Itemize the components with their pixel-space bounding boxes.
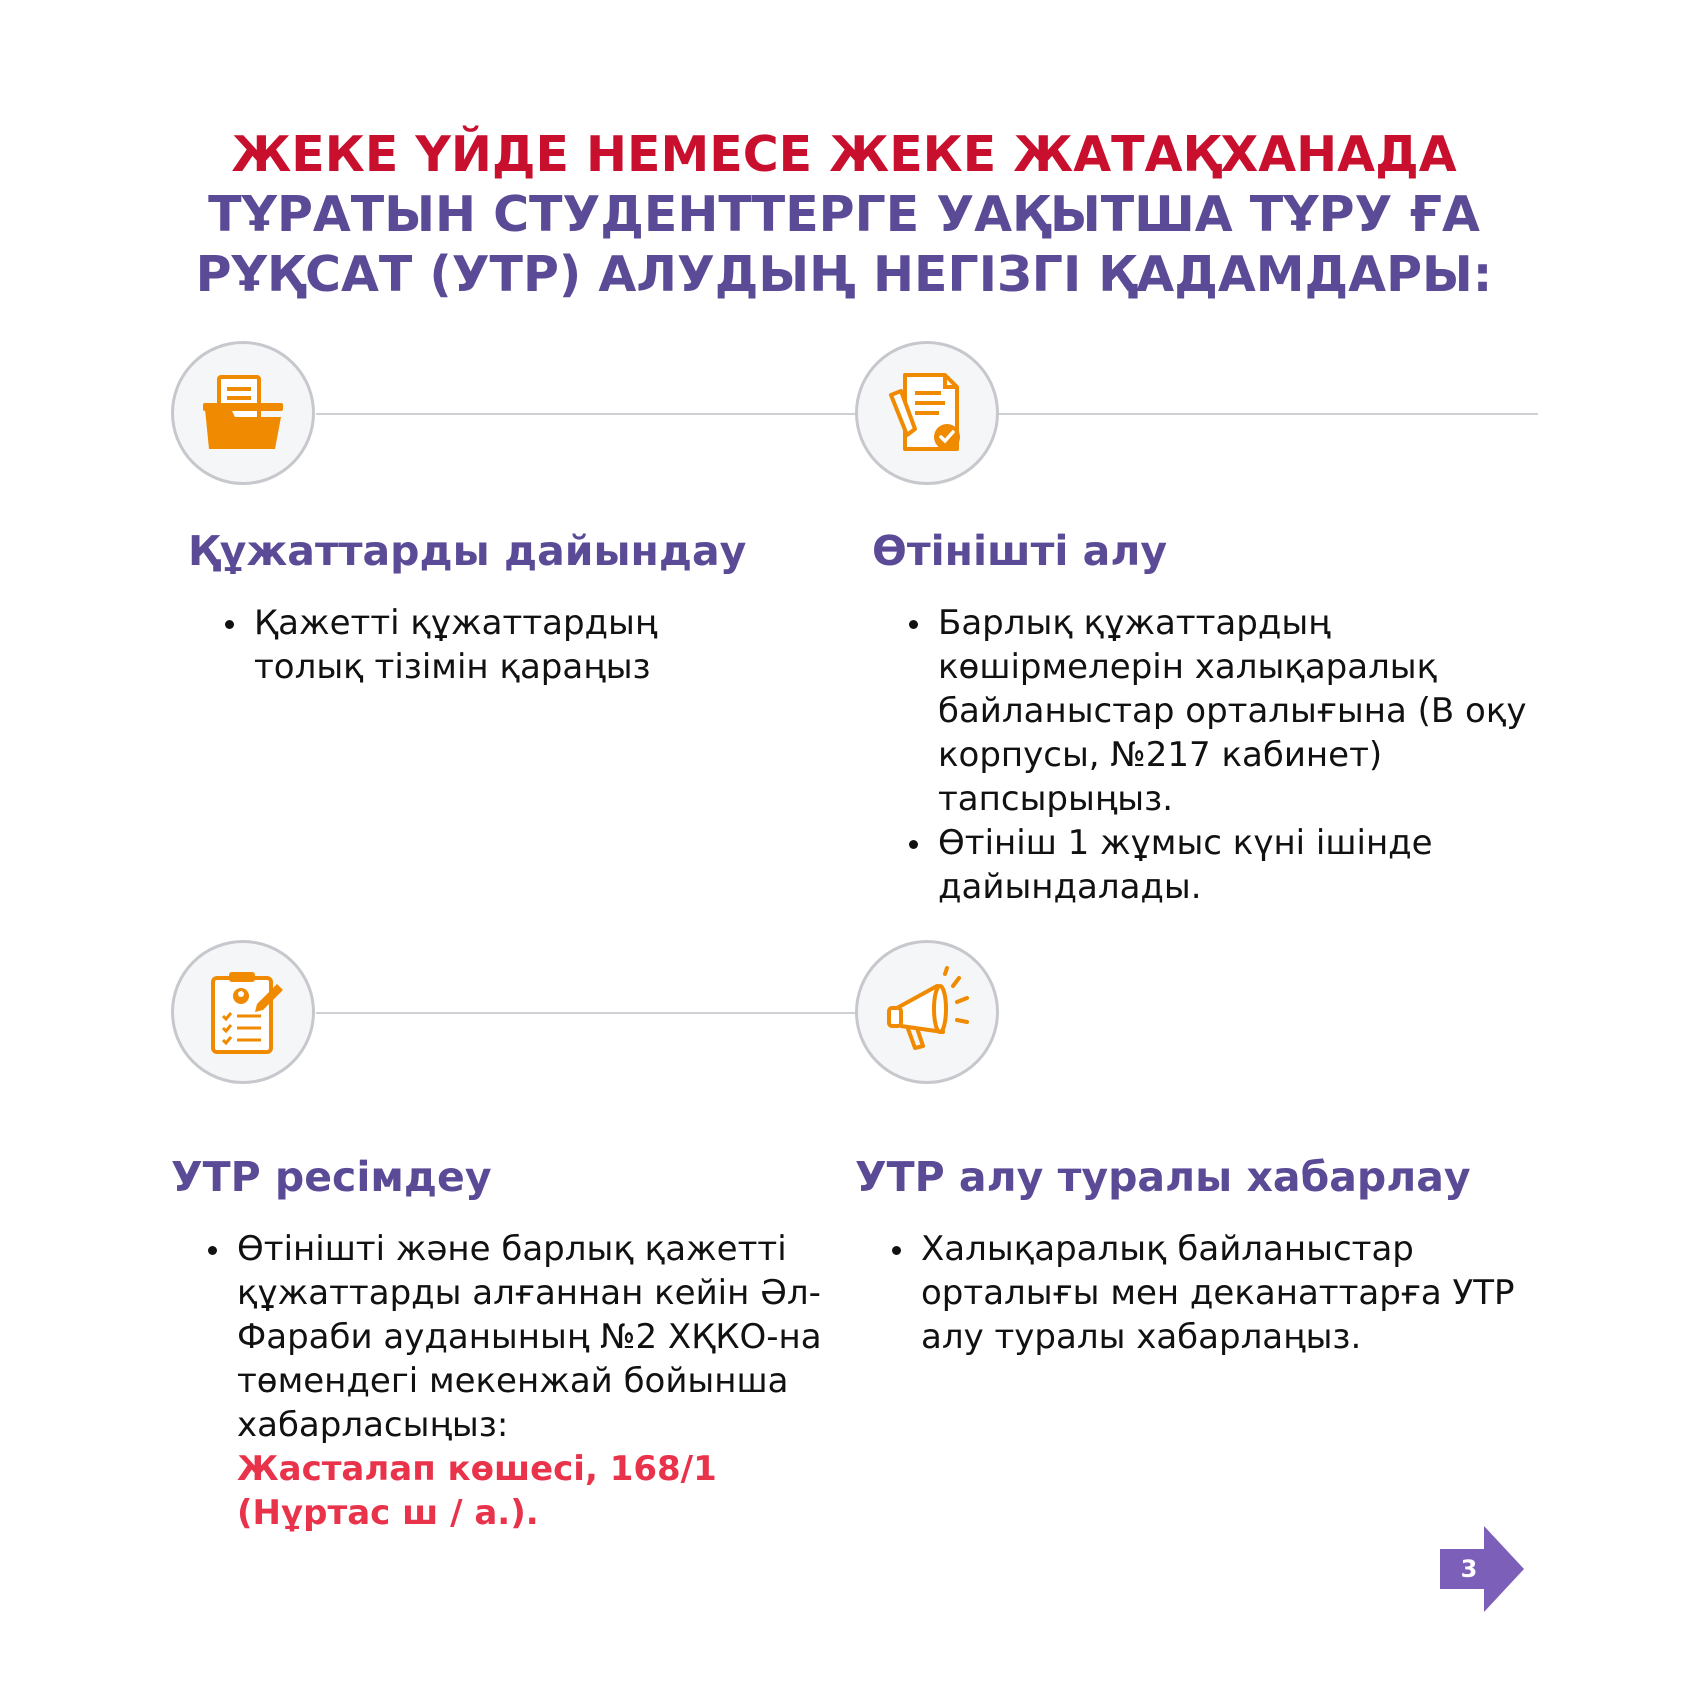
list-item: • Қажетті құжаттардың толық тізімін қараңыз <box>250 601 720 689</box>
address-text: Жасталап көшесі, 168/1 (Нұртас ш / а.). <box>237 1449 717 1533</box>
step-1-bullets <box>214 601 720 689</box>
step-3-bullets <box>197 1227 853 1535</box>
list-item: • Халықаралық байланыстар орталығы мен деканаттарға УТР алу туралы хабарлаңыз. <box>917 1227 1537 1359</box>
page-number: 3 <box>1460 1555 1478 1583</box>
list-item <box>233 1227 853 1535</box>
page-title <box>100 125 1588 305</box>
step-3-title: УТР ресімдеу <box>171 1153 492 1201</box>
step-2-title: Өтінішті алу <box>872 527 1168 575</box>
step-2-bullets <box>898 601 1554 909</box>
approved-document-icon <box>855 341 999 485</box>
step-4-bullets <box>881 1227 1537 1359</box>
megaphone-icon <box>855 940 999 1084</box>
folder-documents-icon <box>171 341 315 485</box>
step-1-title: Құжаттарды дайындау <box>188 527 747 575</box>
connector-line-bottom <box>316 1012 856 1014</box>
step-3-bullet-text: Өтінішті және барлық қажетті құжаттарды алғаннан кейін Әл-Фараби ауданының №2 ХҚКО-на төмендегі мекенжай бойынша хабарласыңыз: <box>237 1229 822 1445</box>
list-item: • Өтініш 1 жұмыс күні ішінде дайындалады. <box>934 821 1554 909</box>
list-item: • Барлық құжаттардың көшірмелерін халықаралық байланыстар орталығына (В оқу корпусы, №217 кабинет) тапсырыңыз. <box>934 601 1554 821</box>
title-highlight: ЖЕКЕ ҮЙДЕ НЕМЕСЕ ЖЕКЕ ЖАТАҚХАНАДА <box>231 126 1457 183</box>
title-rest: ТҰРАТЫН СТУДЕНТТЕРГЕ УАҚЫТША ТҰРУ ҒА РҰҚСАТ (УТР) АЛУДЫҢ НЕГІЗГІ ҚАДАМДАРЫ: <box>195 186 1493 303</box>
clipboard-checklist-icon <box>171 940 315 1084</box>
step-4-title: УТР алу туралы хабарлау <box>855 1153 1471 1201</box>
